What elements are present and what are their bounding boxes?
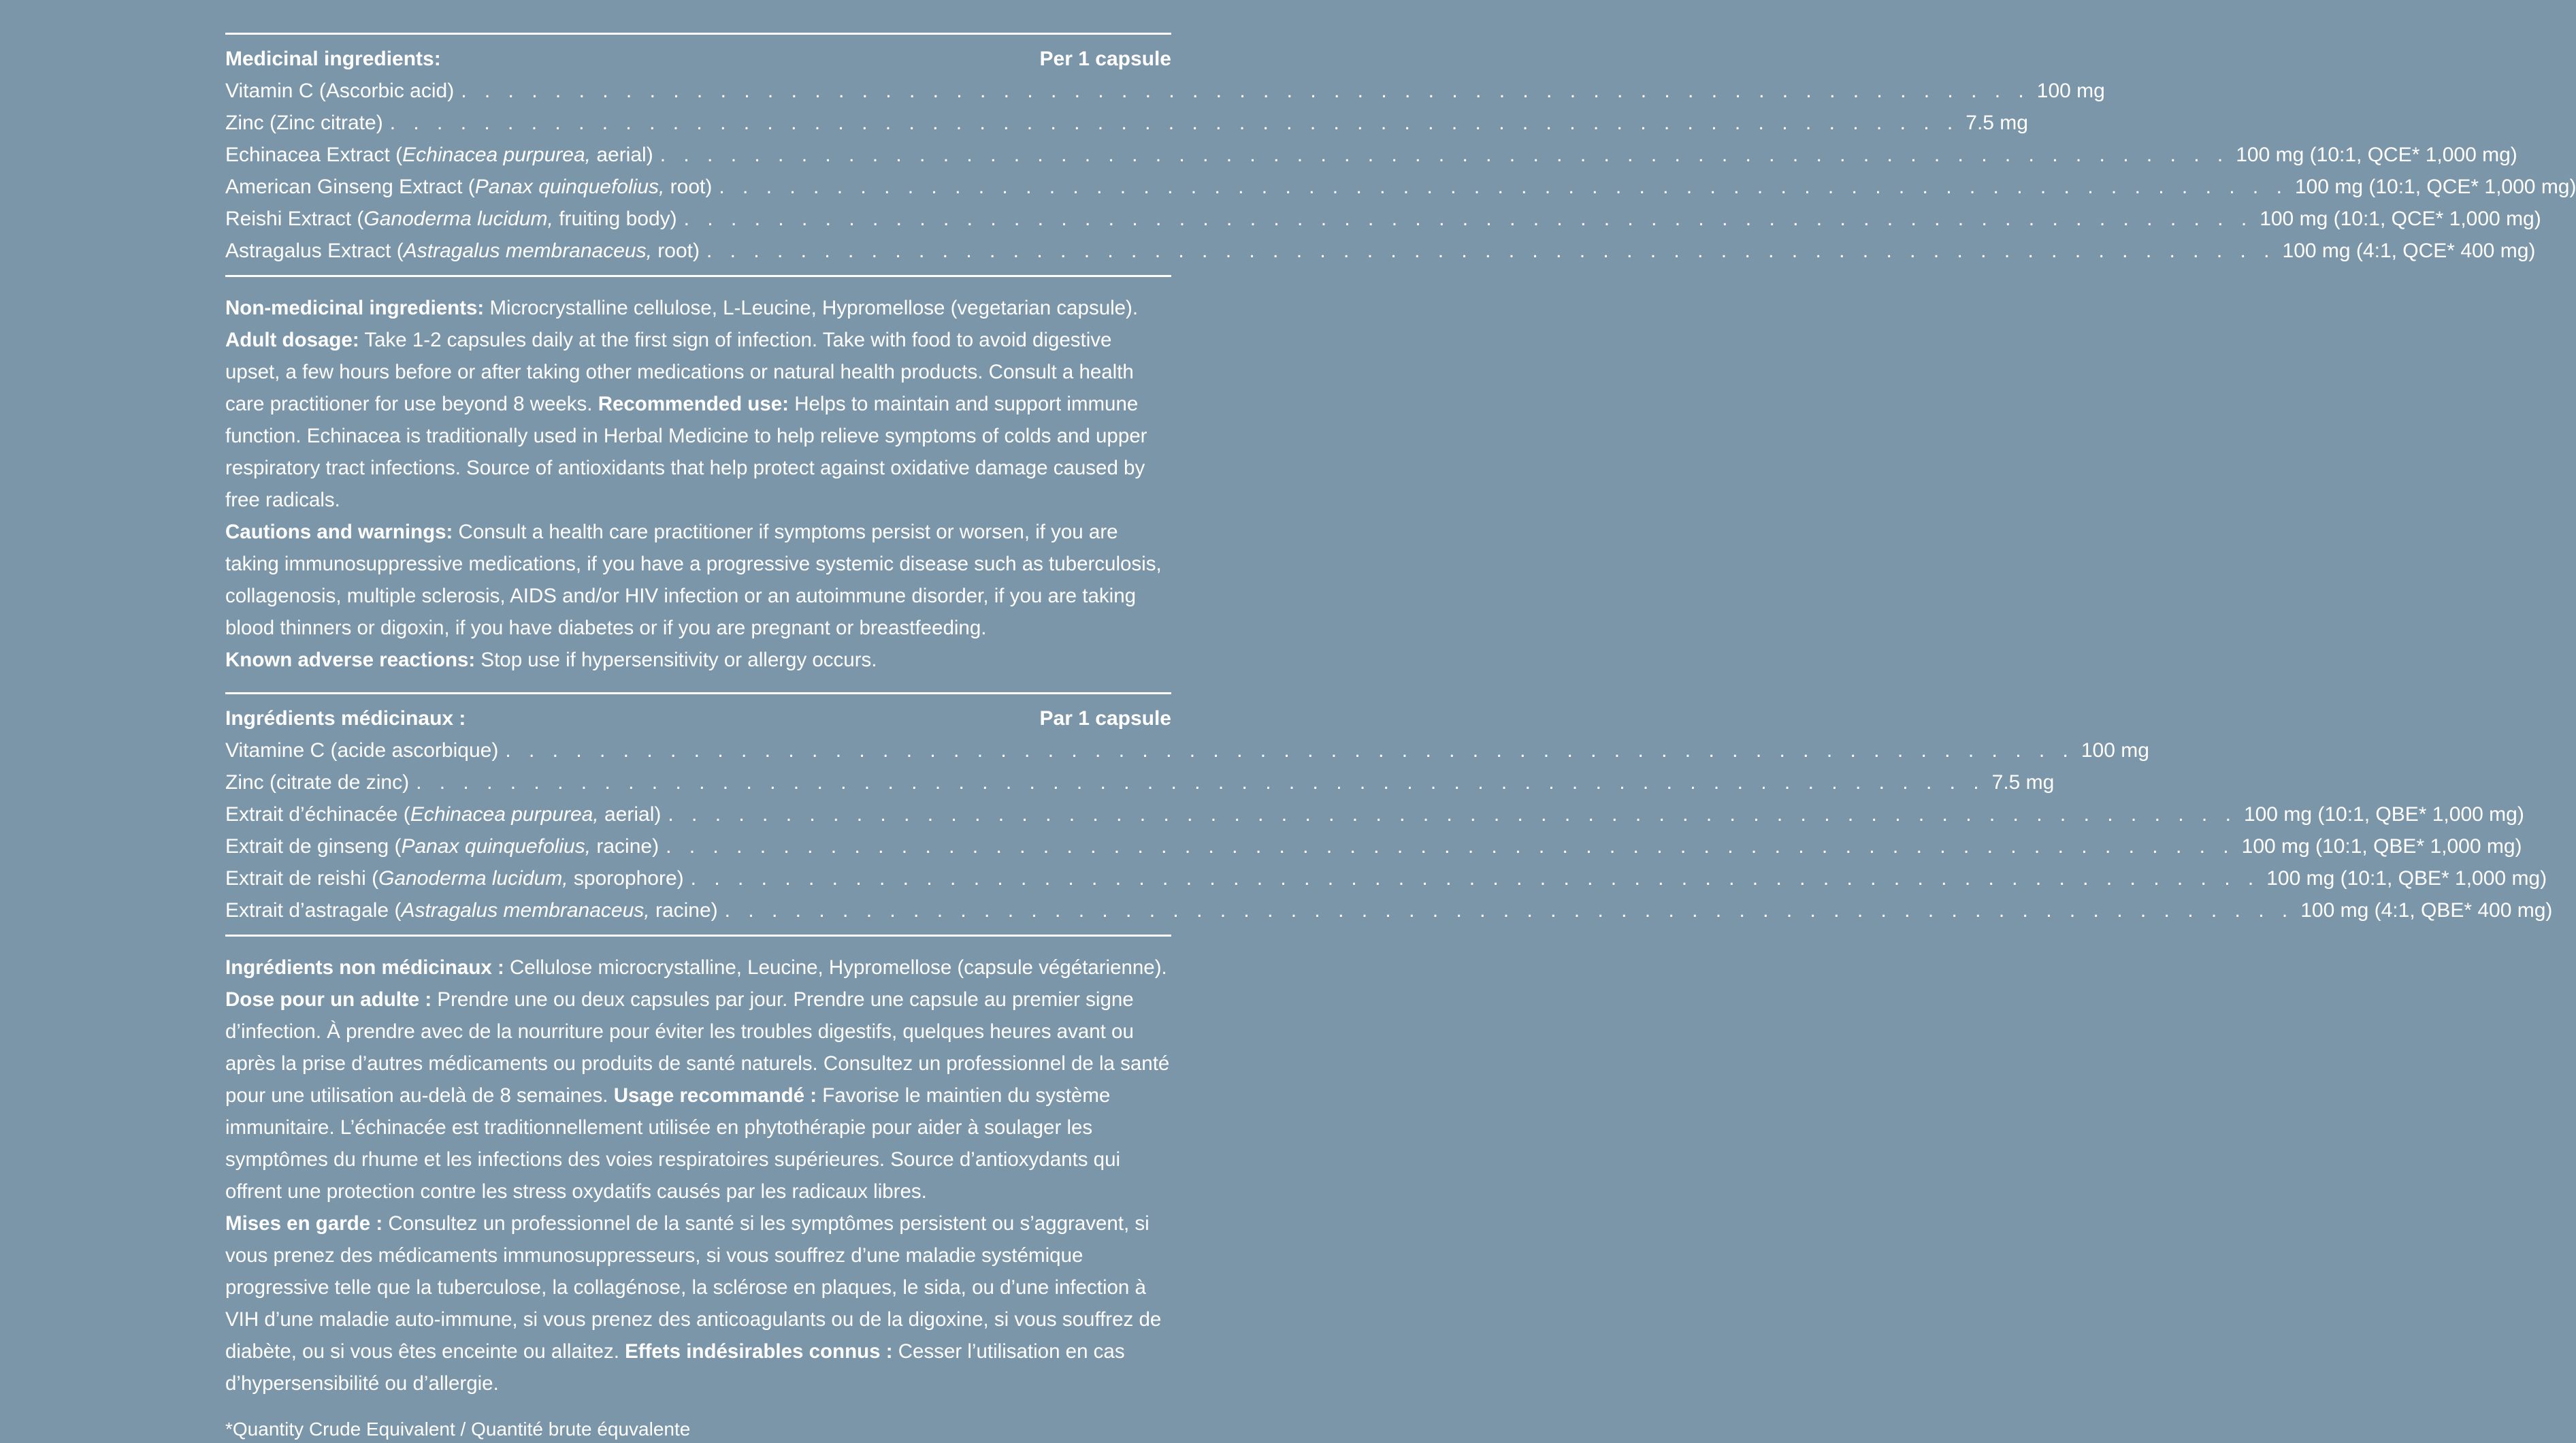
product-label-panel: [225, 33, 2576, 1443]
fr-ingredient-row: [225, 734, 2149, 766]
fr-ingredient-row: [225, 830, 2522, 862]
en-adverse-paragraph: [225, 644, 1171, 676]
en-cautions-paragraph: [225, 516, 1171, 644]
fr-dosage-paragraph: [225, 984, 1171, 1207]
en-ingredient-amount: 100 mg (10:1, QCE* 1,000 mg): [2236, 144, 2517, 166]
leader-dots: . . . . . . . . . . . . . . . . . . . . . . . . . . . . . . . . . . . . . . . . . . . . . . . . . . . . . . . . . . . . . . . . . . .: [690, 867, 2260, 890]
en-ingredient-amount: 7.5 mg: [1966, 112, 2028, 134]
fr-ingredient-name: Extrait de ginseng (: [225, 835, 402, 858]
fr-ingredient-part: aerial): [598, 803, 662, 826]
leader-dots: . . . . . . . . . . . . . . . . . . . . . . . . . . . . . . . . . . . . . . . . . . . . . . . . . . . . . . . . . . . . . . . . . . .: [666, 835, 2235, 858]
en-ingredient-latin: Ganoderma lucidum,: [363, 208, 553, 230]
fr-cautions-text: Consultez un professionnel de la santé si les symptômes persistent ou s’aggravent, si vous prenez des médicaments immunosuppresseurs, si vous souffrez d’une maladie systémique progressive telle que la tuberculose, la collagénose, la sclérose en plaques, le sida, ou d’une infection à VIH d’une maladie auto-immune, si vous prenez des anticoagulants ou de la digoxine, si vous souffrez de diabète, ou si vous êtes enceinte ou allaitez.: [225, 1212, 1162, 1363]
en-info-block: [225, 277, 1171, 692]
fr-use-text: Favorise le maintien du système immunitaire. L’échinacée est traditionnellement utilisée en phytothérapie pour aider à soulager les symptômes du rhume et les infections des voies respiratoires supérieures. Source d’antioxydants qui offrent une protection contre les stress oxydatifs causés par les radicaux libres.: [225, 1084, 1121, 1203]
en-ingredient-name: Vitamin C (Ascorbic acid): [225, 80, 455, 102]
fr-ingredient-part: racine): [649, 899, 718, 922]
fr-table-header: [225, 702, 1171, 734]
en-adverse-label: Known adverse reactions:: [225, 649, 476, 671]
en-ingredients-table: [225, 35, 2576, 275]
fr-ingredient-row: [225, 894, 2553, 926]
fr-ingredient-row: [225, 766, 2055, 798]
en-dosage-paragraph: [225, 324, 1171, 516]
en-ingredient-name: Reishi Extract (: [225, 208, 364, 230]
leader-dots: . . . . . . . . . . . . . . . . . . . . . . . . . . . . . . . . . . . . . . . . . . . . . . . . . . . . . . . . . . . . . . . . . . .: [505, 739, 2074, 762]
en-ingredient-name: Echinacea Extract (: [225, 144, 403, 166]
en-ingredient-row: [225, 203, 2541, 235]
fr-ingredient-name: Extrait d’échinacée (: [225, 803, 410, 826]
en-nonmedicinal-label: Non-medicinal ingredients:: [225, 297, 485, 319]
fr-ingredient-name: Vitamine C (acide ascorbique): [225, 739, 499, 762]
fr-per-capsule-heading: Par 1 capsule: [1039, 707, 1171, 730]
en-ingredient-part: fruiting body): [553, 208, 677, 230]
en-ingredient-part: root): [664, 176, 713, 198]
fr-adverse-label: Effets indésirables connus :: [625, 1340, 893, 1363]
fr-ingredient-amount: 100 mg (10:1, QBE* 1,000 mg): [2243, 803, 2524, 826]
fr-ingredient-amount: 100 mg (10:1, QBE* 1,000 mg): [2266, 867, 2547, 890]
en-ingredient-latin: Echinacea purpurea,: [402, 144, 591, 166]
leader-dots: . . . . . . . . . . . . . . . . . . . . . . . . . . . . . . . . . . . . . . . . . . . . . . . . . . . . . . . . . . . . . . . . . . .: [724, 899, 2294, 922]
en-ingredient-part: root): [651, 240, 700, 262]
fr-ingredients-table: [225, 694, 2553, 935]
en-ingredient-name: Astragalus Extract (: [225, 240, 404, 262]
en-ingredient-part: aerial): [590, 144, 653, 166]
fr-nonmedicinal-paragraph: [225, 952, 1171, 984]
en-use-label: Recommended use:: [598, 393, 789, 415]
fr-ingredient-row: [225, 798, 2524, 830]
leader-dots: . . . . . . . . . . . . . . . . . . . . . . . . . . . . . . . . . . . . . . . . . . . . . . . . . . . . . . . . . . . . . . . . . . .: [461, 80, 2030, 102]
en-ingredient-latin: Panax quinquefolius,: [474, 176, 665, 198]
en-dosage-text: Take 1-2 capsules daily at the first sign of infection. Take with food to avoid digestive upset, a few hours before or after taking other medications or natural health products. Consult a health care practitioner for use beyond 8 weeks.: [225, 329, 1134, 415]
en-ingredient-name: American Ginseng Extract (: [225, 176, 475, 198]
en-ingredient-name: Zinc (Zinc citrate): [225, 112, 383, 134]
leader-dots: . . . . . . . . . . . . . . . . . . . . . . . . . . . . . . . . . . . . . . . . . . . . . . . . . . . . . . . . . . . . . . . . . . .: [683, 208, 2253, 230]
fr-dosage-label: Dose pour un adulte :: [225, 988, 432, 1011]
fr-adverse-text: Cesser l’utilisation en cas d’hypersensibilité ou d’allergie.: [225, 1340, 1125, 1395]
fr-ingredients-heading: Ingrédients médicinaux :: [225, 707, 466, 730]
leader-dots: . . . . . . . . . . . . . . . . . . . . . . . . . . . . . . . . . . . . . . . . . . . . . . . . . . . . . . . . . . . . . . . . . . .: [668, 803, 2237, 826]
en-ingredient-row: [225, 235, 2536, 267]
leader-dots: . . . . . . . . . . . . . . . . . . . . . . . . . . . . . . . . . . . . . . . . . . . . . . . . . . . . . . . . . . . . . . . . . . .: [416, 771, 1985, 794]
en-ingredient-row: [225, 75, 2105, 107]
en-ingredient-amount: 100 mg (4:1, QCE* 400 mg): [2282, 240, 2536, 262]
en-ingredient-latin: Astragalus membranaceus,: [403, 240, 652, 262]
leader-dots: . . . . . . . . . . . . . . . . . . . . . . . . . . . . . . . . . . . . . . . . . . . . . . . . . . . . . . . . . . . . . . . . . . .: [719, 176, 2288, 198]
fr-dosage-text: Prendre une ou deux capsules par jour. Prendre une capsule au premier signe d’infection. À prendre avec de la nourriture pour éviter les troubles digestifs, quelques heures avant ou après la prise d’autres médicaments ou produits de santé naturels. Consultez un professionnel de la santé pour une utilisation au-delà de 8 semaines.: [225, 988, 1170, 1107]
en-dosage-label: Adult dosage:: [225, 329, 359, 351]
fr-ingredient-part: sporophore): [568, 867, 684, 890]
footnote: *Quantity Crude Equivalent / Quantité brute équvalente: [225, 1418, 691, 1440]
en-ingredient-amount: 100 mg (10:1, QCE* 1,000 mg): [2294, 176, 2576, 198]
en-cautions-label: Cautions and warnings:: [225, 521, 453, 543]
en-table-header: [225, 43, 1171, 75]
en-ingredient-row: [225, 171, 2576, 203]
fr-ingredient-row: [225, 862, 2547, 894]
fr-ingredient-amount: 7.5 mg: [1991, 771, 2055, 794]
leader-dots: . . . . . . . . . . . . . . . . . . . . . . . . . . . . . . . . . . . . . . . . . . . . . . . . . . . . . . . . . . . . . . . . . . .: [389, 112, 1959, 134]
fr-ingredient-amount: 100 mg: [2081, 739, 2149, 762]
fr-ingredient-latin: Panax quinquefolius,: [401, 835, 591, 858]
fr-ingredient-latin: Echinacea purpurea,: [410, 803, 599, 826]
en-ingredient-amount: 100 mg (10:1, QCE* 1,000 mg): [2260, 208, 2541, 230]
en-use-text: Helps to maintain and support immune function. Echinacea is traditionally used in Herbal Medicine to help relieve symptoms of colds and upper respiratory tract infections. Source of antioxidants that help protect against oxidative damage caused by free radicals.: [225, 393, 1147, 511]
en-adverse-text: Stop use if hypersensitivity or allergy occurs.: [475, 649, 877, 671]
fr-use-label: Usage recommandé :: [613, 1084, 817, 1107]
en-ingredients-heading: Medicinal ingredients:: [225, 48, 441, 70]
en-ingredient-row: [225, 139, 2517, 171]
en-ingredient-amount: 100 mg: [2036, 80, 2105, 102]
fr-cautions-label: Mises en garde :: [225, 1212, 383, 1235]
fr-ingredient-latin: Astragalus membranaceus,: [401, 899, 650, 922]
leader-dots: . . . . . . . . . . . . . . . . . . . . . . . . . . . . . . . . . . . . . . . . . . . . . . . . . . . . . . . . . . . . . . . . . . .: [706, 240, 2276, 262]
fr-nonmedicinal-label: Ingrédients non médicinaux :: [225, 956, 504, 979]
fr-nonmedicinal-text: Cellulose microcrystalline, Leucine, Hypromellose (capsule végétarienne).: [504, 956, 1167, 979]
fr-ingredient-part: racine): [591, 835, 659, 858]
fr-ingredient-name: Extrait de reishi (: [225, 867, 379, 890]
en-per-capsule-heading: Per 1 capsule: [1039, 48, 1171, 70]
en-cautions-text: Consult a health care practitioner if symptoms persist or worsen, if you are taking immunosuppressive medications, if you have a progressive systemic disease such as tuberculosis, collagenosis, multiple sclerosis, AIDS and/or HIV infection or an autoimmune disorder, if you are taking blood thinners or digoxin, if you have diabetes or if you are pregnant or breastfeeding.: [225, 521, 1162, 639]
fr-ingredient-latin: Ganoderma lucidum,: [378, 867, 568, 890]
fr-ingredient-amount: 100 mg (4:1, QBE* 400 mg): [2300, 899, 2553, 922]
en-nonmedicinal-paragraph: [225, 292, 1171, 324]
leader-dots: . . . . . . . . . . . . . . . . . . . . . . . . . . . . . . . . . . . . . . . . . . . . . . . . . . . . . . . . . . . . . . . . . . .: [659, 144, 2230, 166]
fr-ingredient-name: Zinc (citrate de zinc): [225, 771, 410, 794]
en-nonmedicinal-text: Microcrystalline cellulose, L-Leucine, Hypromellose (vegetarian capsule).: [484, 297, 1139, 319]
fr-cautions-paragraph: [225, 1207, 1171, 1399]
fr-info-block: [225, 937, 1171, 1416]
fr-ingredient-amount: 100 mg (10:1, QBE* 1,000 mg): [2241, 835, 2522, 858]
fr-ingredient-name: Extrait d’astragale (: [225, 899, 402, 922]
en-ingredient-row: [225, 107, 2028, 139]
